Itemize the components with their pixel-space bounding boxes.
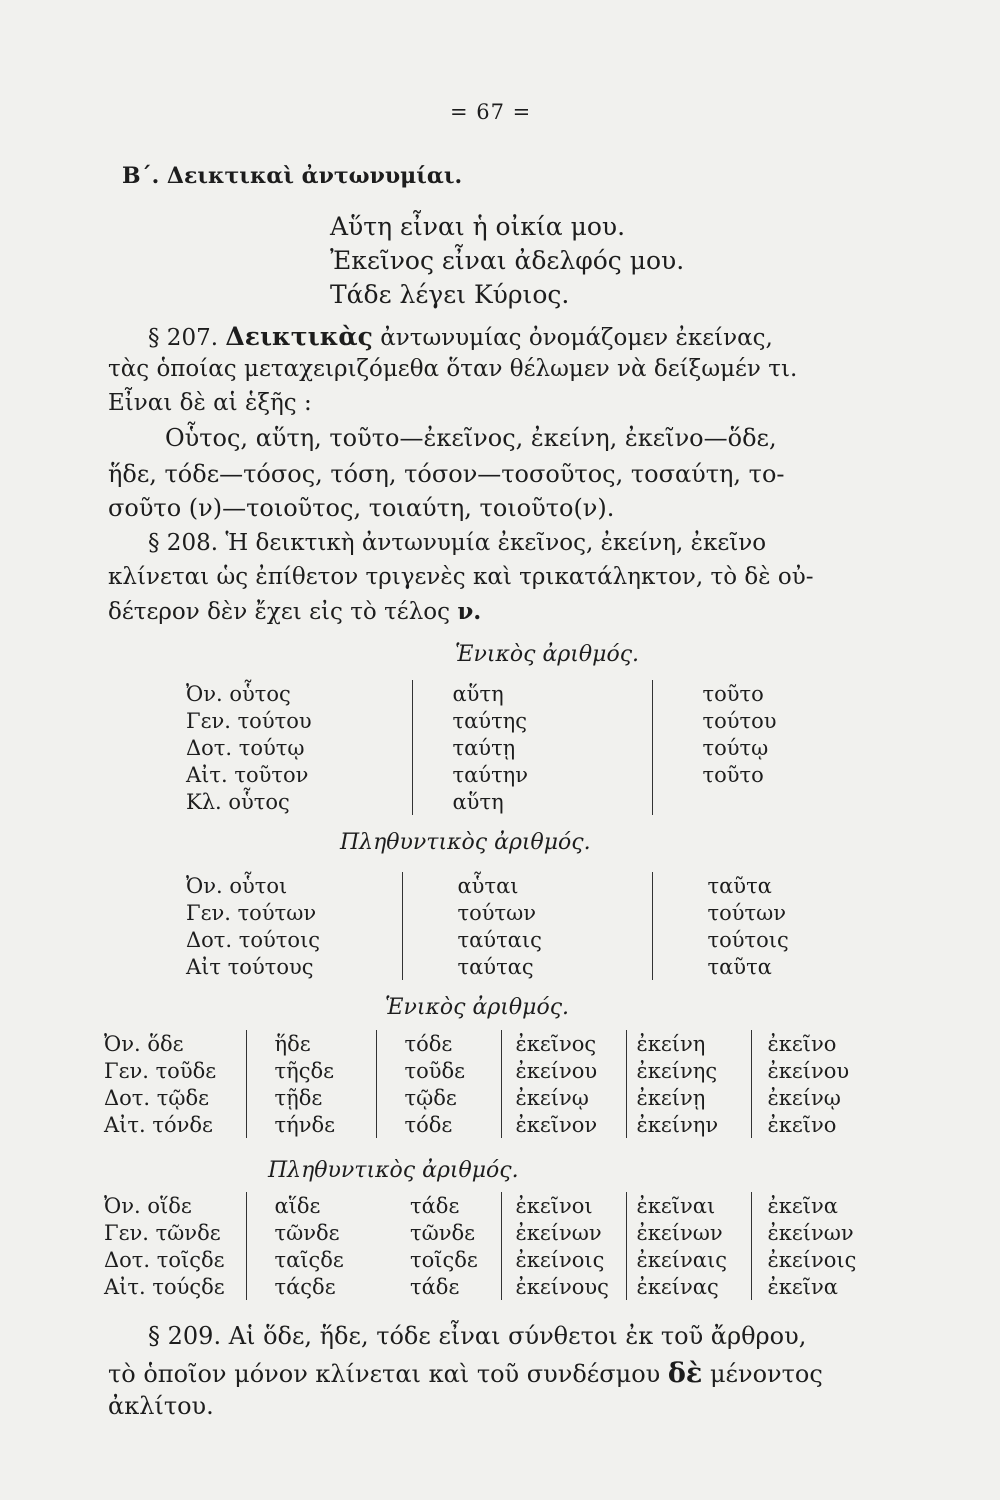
table-row: Γεν. τούτων τούτων τούτων <box>180 899 795 926</box>
table-row: Δοτ. τῷδε τῇδε τῷδε ἐκείνῳ ἐκείνῃ ἐκείνῳ <box>98 1084 871 1111</box>
paragraph-209-line-1: § 209. Αἱ ὅδε, ἥδε, τόδε εἶναι σύνθετοι ἐκ τοῦ ἄρθρου, <box>148 1322 807 1350</box>
table-row: Δοτ. τούτοις ταύταις τούτοις <box>180 926 795 953</box>
section-heading: Β΄. Δεικτικαὶ ἀντωνυμίαι. <box>122 163 463 189</box>
paragraph-209-line-2: τὸ ὁποῖον μόνον κλίνεται καὶ τοῦ συνδέσμου δὲ μένοντος <box>108 1358 823 1389</box>
example-line-2: Ἐκεῖνος εἶναι ἀδελφός μου. <box>330 246 685 275</box>
table1-plural-title: Πληθυντικὸς ἀριθμός. <box>340 830 591 855</box>
paragraph-number: § 209. <box>148 1322 222 1350</box>
paragraph-number: § 208. <box>148 530 219 556</box>
table-row: Αἰτ. τόνδε τήνδε τόδε ἐκεῖνον ἐκείνην ἐκεῖνο <box>98 1111 871 1138</box>
table2-singular-title: Ἑνικὸς ἀριθμός. <box>385 995 570 1020</box>
paragraph-207-line-4: Οὗτος, αὕτη, τοῦτο—ἐκεῖνος, ἐκείνη, ἐκεῖνο—ὅδε, <box>165 424 777 452</box>
paragraph-207-line-1: § 207. Δεικτικὰς ἀντωνυμίας ὀνομάζομεν ἐκείνας, <box>148 322 773 351</box>
table-row: Δοτ. τούτῳ ταύτῃ τούτῳ <box>180 734 792 761</box>
paragraph-207-line-2: τὰς ὁποίας μεταχειριζόμεθα ὅταν θέλωμεν νὰ δείξωμέν τι. <box>108 356 798 382</box>
table-row: Κλ. οὗτος αὕτη <box>180 788 792 815</box>
table-row: Δοτ. τοῖςδε ταῖςδε τοῖςδε ἐκείνοις ἐκείναις ἐκείνοις <box>98 1246 871 1273</box>
table2-plural-title: Πληθυντικὸς ἀριθμός. <box>268 1158 519 1183</box>
table-row: Γεν. τῶνδε τῶνδε τῶνδε ἐκείνων ἐκείνων ἐκείνων <box>98 1219 871 1246</box>
table-row: Γεν. τούτου ταύτης τούτου <box>180 707 792 734</box>
table-row: Γεν. τοῦδε τῆςδε τοῦδε ἐκείνου ἐκείνης ἐκείνου <box>98 1057 871 1084</box>
table-row: Αἰτ. τοῦτον ταύτην τοῦτο <box>180 761 792 788</box>
table2-plural <box>98 1192 871 1300</box>
table-row: Ὀν. ὅδε ἥδε τόδε ἐκεῖνος ἐκείνη ἐκεῖνο <box>98 1030 871 1057</box>
paragraph-208-line-3: δέτερον δὲν ἔχει εἰς τὸ τέλος ν. <box>108 598 482 625</box>
defined-term: Δεικτικὰς <box>225 322 373 351</box>
paragraph-208-line-1: § 208. Ἡ δεικτικὴ ἀντωνυμία ἐκεῖνος, ἐκείνη, ἐκεῖνο <box>148 530 767 556</box>
paragraph-207-line-6: σοῦτο (ν)—τοιοῦτος, τοιαύτη, τοιοῦτο(ν). <box>108 494 615 522</box>
example-line-3: Τάδε λέγει Κύριος. <box>330 280 570 309</box>
table1-singular-title: Ἑνικὸς ἀριθμός. <box>455 642 640 667</box>
paragraph-number: § 207. <box>148 325 219 351</box>
paragraph-207-line-3: Εἶναι δὲ αἱ ἑξῆς : <box>108 390 312 416</box>
table-row: Ὀν. οἵδε αἵδε τάδε ἐκεῖνοι ἐκεῖναι ἐκεῖνα <box>98 1192 871 1219</box>
table2-singular <box>98 1030 871 1138</box>
table-row: Αἰτ τούτους ταύτας ταῦτα <box>180 953 795 980</box>
table-row: Ὀν. οὗτοι αὗται ταῦτα <box>180 872 795 899</box>
example-line-1: Αὕτη εἶναι ἡ οἰκία μου. <box>330 212 626 241</box>
table1-plural <box>180 872 795 980</box>
paragraph-208-line-2: κλίνεται ὡς ἐπίθετον τριγενὲς καὶ τρικατάληκτον, τὸ δὲ οὐ- <box>108 564 814 590</box>
page-number: = 67 = <box>450 100 532 124</box>
table1-singular <box>180 680 792 815</box>
paragraph-207-line-5: ἥδε, τόδε—τόσος, τόση, τόσον—τοσοῦτος, τοσαύτη, το- <box>108 460 785 488</box>
paragraph-209-line-3: ἀκλίτου. <box>108 1392 214 1420</box>
table-row: Αἰτ. τούςδε τάςδε τάδε ἐκείνους ἐκείνας ἐκεῖνα <box>98 1273 871 1300</box>
table-row: Ὀν. οὗτος αὕτη τοῦτο <box>180 680 792 707</box>
